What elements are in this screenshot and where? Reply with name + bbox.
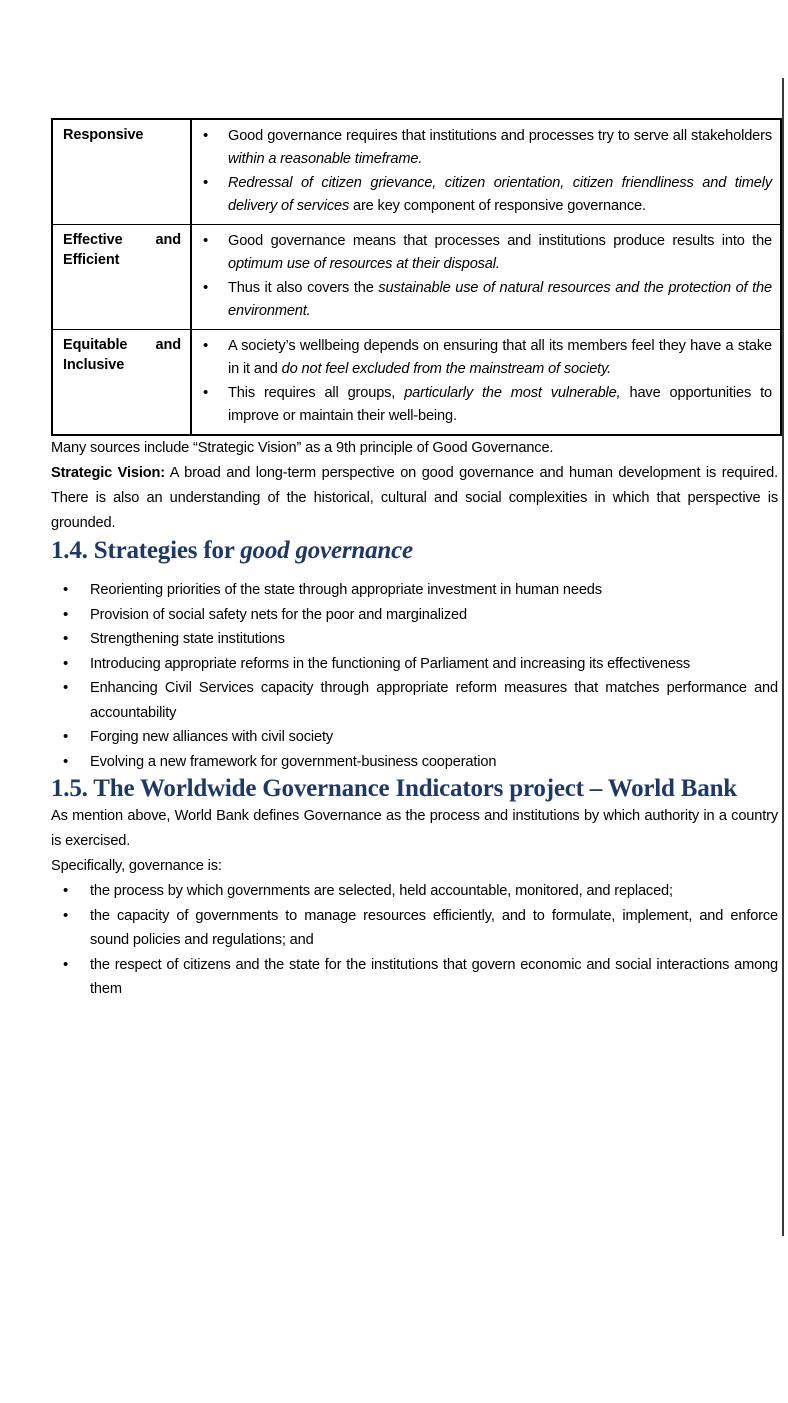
list-item <box>192 230 772 276</box>
list-item <box>192 335 772 381</box>
heading-1-5: 1.5. The Worldwide Governance Indicators project – World Bank <box>51 775 737 802</box>
table-cell-term <box>52 330 191 436</box>
heading-number: 1.4. <box>51 537 88 564</box>
paragraph-specifically: Specifically, governance is: <box>51 858 222 874</box>
bullet-text-italic: Redressal of citizen grievance, citizen orientation, citizen friendliness and timely delivery of services <box>228 175 772 214</box>
bullet-text-plain: A society’s wellbeing depends on ensuring that all its members feel they have a stake in it and <box>228 338 772 377</box>
principle-name: Equitable and Inclusive <box>63 337 181 373</box>
paragraph-as-mention: As mention above, World Bank defines Governance as the process and institutions by which authority in a country is exercised. <box>51 808 778 849</box>
list-item: • Provision of social safety nets for the poor and marginalized <box>51 603 778 628</box>
table-row <box>52 225 781 330</box>
page-right-rule <box>782 78 784 1236</box>
list-item: • Enhancing Civil Services capacity through appropriate reform measures that matches performance and accountability <box>51 676 778 725</box>
table-cell-term <box>52 225 191 330</box>
principle-bullets <box>192 330 780 434</box>
bullet-text-plain: Good governance means that processes and institutions produce results into the <box>228 233 772 249</box>
principle-bullets <box>192 225 780 329</box>
strategic-vision-label: Strategic Vision: <box>51 465 166 481</box>
bullet-text-plain: Good governance requires that institutions and processes try to serve all stakeholders <box>228 128 772 144</box>
bullet-text-plain: This requires all groups, <box>228 385 405 401</box>
list-item: • Strengthening state institutions <box>51 627 778 652</box>
bullet-text-italic: do not feel excluded from the mainstream of society. <box>281 361 612 377</box>
bullet-text-italic: optimum use of resources at their disposal. <box>228 256 500 272</box>
list-item: • the process by which governments are selected, held accountable, monitored, and replaced; <box>51 879 778 904</box>
bullet-text-italic: sustainable use of natural resources and the protection of the environment. <box>228 280 772 319</box>
page-content <box>51 118 778 1002</box>
heading-emphasis: good governance <box>240 537 413 564</box>
heading-1-4 <box>51 536 778 566</box>
list-item: • Reorienting priorities of the state through appropriate investment in human needs <box>51 578 778 603</box>
paragraph-many-sources: Many sources include “Strategic Vision” as a 9th principle of Good Governance. <box>51 440 554 456</box>
table-cell-description <box>191 119 781 225</box>
table-row <box>52 330 781 436</box>
principles-table-body <box>52 119 781 435</box>
table-cell-description <box>191 330 781 436</box>
heading-text: Strategies for <box>87 537 241 564</box>
list-item <box>192 277 772 323</box>
list-item: • Evolving a new framework for government-business cooperation <box>51 750 778 775</box>
bullet-text-plain: are key component of responsive governance. <box>349 198 646 214</box>
principle-name: Responsive <box>63 127 144 143</box>
list-item <box>192 172 772 218</box>
strategies-list <box>51 578 778 774</box>
bullet-text-plain: have opportunities to improve or maintain their well-being. <box>228 385 772 424</box>
principle-name: Effective and Efficient <box>63 232 181 268</box>
principle-bullets <box>192 120 780 224</box>
list-item: • the respect of citizens and the state for the institutions that govern economic and social interactions among them <box>51 953 778 1002</box>
table-cell-term <box>52 119 191 225</box>
list-item: • Forging new alliances with civil society <box>51 725 778 750</box>
bullet-text-italic: within a reasonable timeframe. <box>228 151 423 167</box>
paragraph-strategic-vision <box>51 461 778 536</box>
table-cell-description <box>191 225 781 330</box>
bullet-text-plain: Thus it also covers the <box>228 280 379 296</box>
bullet-text-italic: particularly the most vulnerable, <box>404 385 621 401</box>
table-row <box>52 119 781 225</box>
list-item <box>192 382 772 428</box>
strategic-vision-body: A broad and long-term perspective on good governance and human development is required. There is also an understanding of the historical, cultural and social complexities in which that perspective is grounded. <box>51 465 778 531</box>
list-item: • Introducing appropriate reforms in the functioning of Parliament and increasing its effectiveness <box>51 652 778 677</box>
list-item <box>192 125 772 171</box>
governance-definition-list <box>51 879 778 1002</box>
list-item: • the capacity of governments to manage resources efficiently, and to formulate, implement, and enforce sound policies and regulations; and <box>51 904 778 953</box>
principles-table <box>51 118 782 436</box>
